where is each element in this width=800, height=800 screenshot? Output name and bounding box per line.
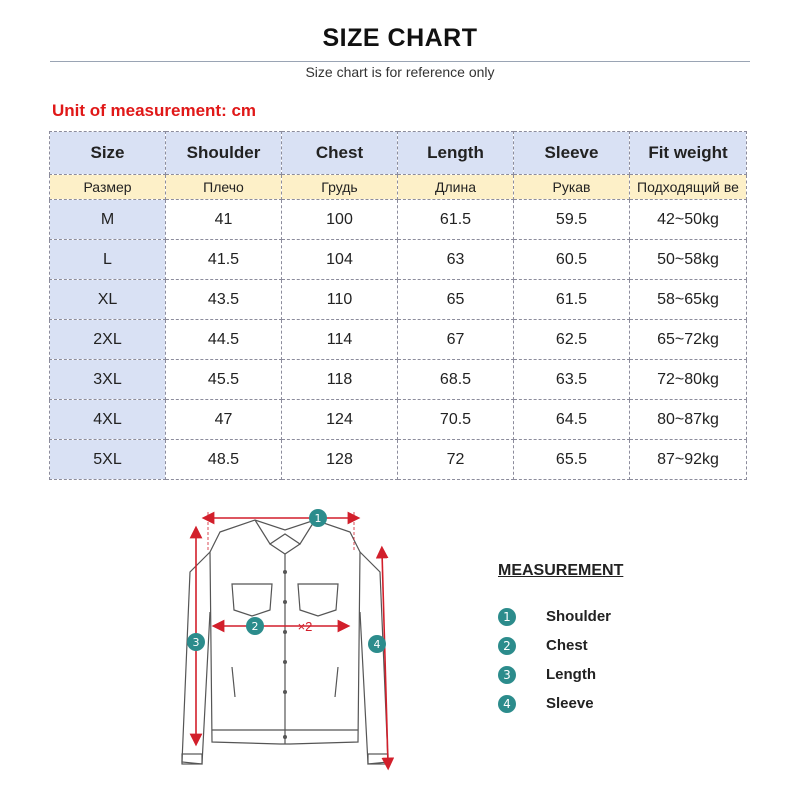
shoulder-cell: 48.5: [166, 440, 282, 480]
legend-label: Chest: [546, 637, 588, 654]
length-cell: 67: [398, 320, 514, 360]
sleeve-cell: 61.5: [514, 280, 630, 320]
legend-item-shoulder: [498, 602, 623, 631]
legend-number-badge: 2: [498, 637, 516, 655]
page-title: SIZE CHART: [322, 24, 478, 52]
chest-cell: 114: [282, 320, 398, 360]
shoulder-cell: 43.5: [166, 280, 282, 320]
jacket-outline: [182, 520, 388, 764]
size-cell: L: [50, 240, 166, 280]
fit-weight-cell: 65~72kg: [630, 320, 747, 360]
marker-2-badge: [246, 617, 264, 635]
header-size-ru: Размер: [50, 175, 166, 200]
fit-weight-cell: 80~87kg: [630, 400, 747, 440]
chest-cell: 124: [282, 400, 398, 440]
chest-multiplier-label: ×2: [297, 619, 313, 634]
table-row: [50, 280, 747, 320]
legend-label: Shoulder: [546, 608, 612, 625]
shoulder-cell: 41: [166, 200, 282, 240]
size-cell: 2XL: [50, 320, 166, 360]
measurement-legend: [498, 562, 623, 718]
shoulder-cell: 41.5: [166, 240, 282, 280]
header-shoulder: Shoulder: [166, 132, 282, 175]
marker-1-badge: [309, 509, 327, 527]
legend-number-badge: 3: [498, 666, 516, 684]
marker-2-label: 2: [251, 620, 259, 633]
length-cell: 68.5: [398, 360, 514, 400]
table-row: [50, 320, 747, 360]
title-divider: [50, 61, 750, 62]
table-row: [50, 360, 747, 400]
size-cell: 3XL: [50, 360, 166, 400]
size-cell: XL: [50, 280, 166, 320]
table-row: [50, 240, 747, 280]
length-cell: 63: [398, 240, 514, 280]
header-fit-weight-ru: Подходящий ве: [630, 175, 747, 200]
length-cell: 70.5: [398, 400, 514, 440]
header-sleeve-ru: Рукав: [514, 175, 630, 200]
chest-cell: 100: [282, 200, 398, 240]
length-cell: 65: [398, 280, 514, 320]
legend-number-badge: 4: [498, 695, 516, 713]
marker-3-badge: [187, 633, 205, 651]
fit-weight-cell: 42~50kg: [630, 200, 747, 240]
legend-number-badge: 1: [498, 608, 516, 626]
table-row: [50, 400, 747, 440]
shoulder-cell: 44.5: [166, 320, 282, 360]
size-cell: 4XL: [50, 400, 166, 440]
legend-label: Length: [546, 666, 596, 683]
size-cell: M: [50, 200, 166, 240]
length-cell: 72: [398, 440, 514, 480]
sleeve-cell: 60.5: [514, 240, 630, 280]
sleeve-cell: 64.5: [514, 400, 630, 440]
sleeve-cell: 59.5: [514, 200, 630, 240]
table-row: [50, 200, 747, 240]
header-length: Length: [398, 132, 514, 175]
sleeve-cell: 63.5: [514, 360, 630, 400]
sleeve-measure-line: [382, 552, 388, 764]
sleeve-cell: 62.5: [514, 320, 630, 360]
header-fit-weight: Fit weight: [630, 132, 747, 175]
size-cell: 5XL: [50, 440, 166, 480]
marker-4-badge: [368, 635, 386, 653]
chest-cell: 118: [282, 360, 398, 400]
header-chest-ru: Грудь: [282, 175, 398, 200]
legend-label: Sleeve: [546, 695, 594, 712]
chest-cell: 104: [282, 240, 398, 280]
legend-item-chest: [498, 631, 623, 660]
shoulder-cell: 45.5: [166, 360, 282, 400]
header-shoulder-ru: Плечо: [166, 175, 282, 200]
table-row: [50, 440, 747, 480]
legend-item-sleeve: [498, 689, 623, 718]
header-row-en: [50, 132, 747, 175]
header-length-ru: Длина: [398, 175, 514, 200]
sleeve-cell: 65.5: [514, 440, 630, 480]
fit-weight-cell: 58~65kg: [630, 280, 747, 320]
marker-3-label: 3: [192, 636, 200, 649]
size-table: [49, 131, 747, 480]
fit-weight-cell: 87~92kg: [630, 440, 747, 480]
fit-weight-cell: 72~80kg: [630, 360, 747, 400]
page-subtitle: Size chart is for reference only: [305, 64, 495, 80]
marker-4-label: 4: [373, 638, 381, 651]
chest-cell: 110: [282, 280, 398, 320]
length-cell: 61.5: [398, 200, 514, 240]
chest-cell: 128: [282, 440, 398, 480]
unit-note: Unit of measurement: cm: [52, 101, 257, 120]
shoulder-cell: 47: [166, 400, 282, 440]
jacket-measurement-diagram: [160, 492, 410, 792]
header-sleeve: Sleeve: [514, 132, 630, 175]
header-row-ru: [50, 175, 747, 200]
marker-1-label: 1: [314, 512, 322, 525]
fit-weight-cell: 50~58kg: [630, 240, 747, 280]
header-chest: Chest: [282, 132, 398, 175]
legend-title: MEASUREMENT: [498, 562, 624, 579]
header-size: Size: [50, 132, 166, 175]
legend-item-length: [498, 660, 623, 689]
